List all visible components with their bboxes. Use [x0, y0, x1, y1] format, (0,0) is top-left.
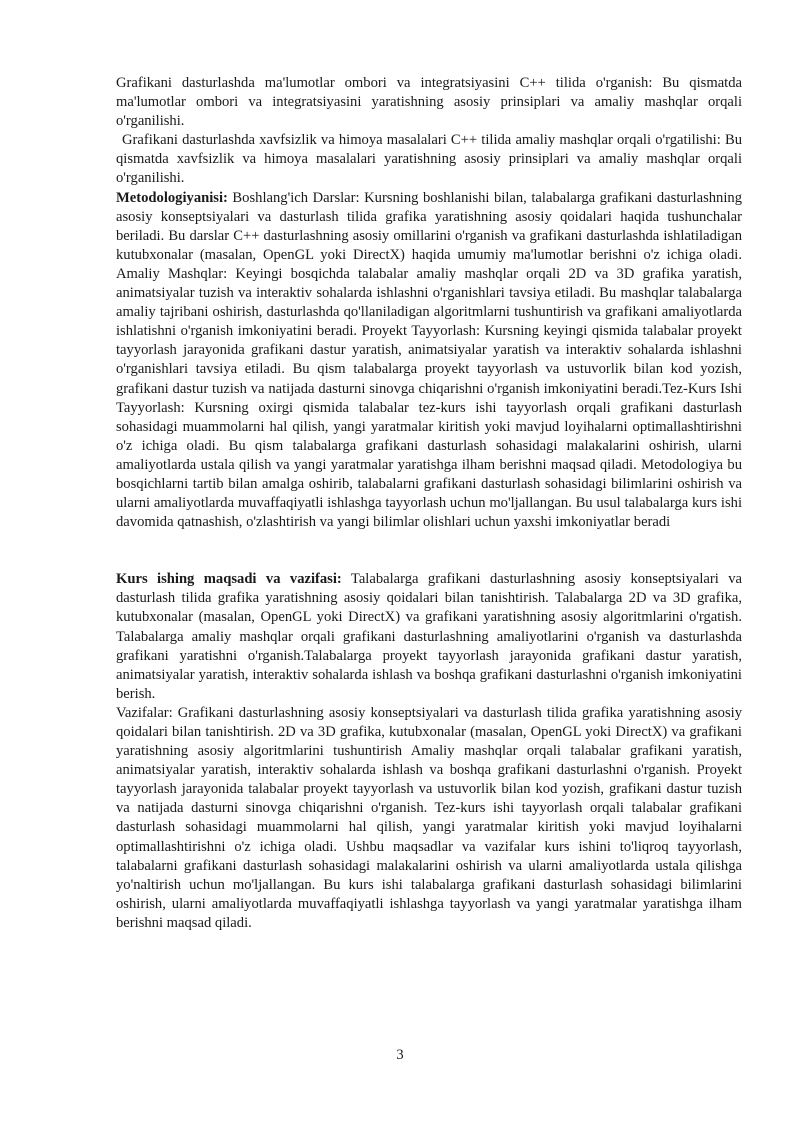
paragraph-text: Boshlang'ich Darslar: Kursning boshlanishi bilan, talabalarga grafikani dasturlashning asosiy konseptsiyalari va dasturlash tilida grafika yaratishning asosiy qoidalari haqida tushunchalar beriladi. Bu darslar C++ dasturlashning asosiy omillarini o'rganish va grafikani dasturlashda ishlatiladigan kutubxonalar (masalan, OpenGL yoki DirectX) haqida umumiy ma'lumotlar berishni o'z ichiga oladi. Amaliy Mashqlar: Keyingi bosqichda talabalar amaliy mashqlar orqali 2D va 3D grafika yaratish, animatsiyalar tuzish va interaktiv sohalarda ishlashni o'rganishlari tavsiya etiladi. Bu mashqlar talabalarga amaliy tajribani oshirish, dasturlashda qo'llaniladigan algoritmlarni tushuntirish va grafikani amaliyotlarda ishlatishni o'rganish imkoniyatini beradi. Proyekt Tayyorlash: Kursning keyingi qismida talabalar proyekt tayyorlash jarayonida grafikani dastur yaratish, animatsiyalar yaratish va interaktiv sohalarda ishlashni o'rganishlari tavsiya etiladi. Bu qism talabalarga proyekt tayyorlash va ustuvorlik bilan kod yozish, grafikani dastur tuzish va natijada dasturni sinovga chiqarishni o'rganish imkoniyatini beradi.Tez-Kurs Ishi Tayyorlash: Kursning oxirgi qismida talabalar tez-kurs ishi tayyorlash orqali grafikani dasturlash sohasidagi muammolarni hal qilish, yangi yaratmalar kiritish yoki mavjud loyihalarni optimallashtirishni o'z ichiga oladi. Bu qism talabalarga grafikani dasturlash sohasidagi malakalarini oshirish, ularni amaliyotlarda ustala qilish va yangi yaratmalar yaratishga ilham berishni maqsad qiladi. Metodologiya bu bosqichlarni tartib bilan amalga oshirib, talabalarni grafikani dasturlash sohasidagi bilimlarini oshirish va ularni amaliyotlarda muvaffaqiyatli ishlashga tayyorlash uchun mo'ljallangan. Bu usul talabalarga kurs ishi davomida qatnashish, o'zlashtirish va yangi bilimlar olishlari uchun yaxshi imkoniyatlar beradi [116, 189, 742, 531]
paragraph-text: Grafikani dasturlashda ma'lumotlar ombori va integratsiyasini C++ tilida o'rganish: Bu qismatda ma'lumotlar ombori va integratsiyasini yaratishning asosiy prinsiplari va amaliy mashqlar orqali o'rganilishi. [116, 75, 742, 130]
paragraph-text: Vazifalar: Grafikani dasturlashning asosiy konseptsiyalari va dasturlash tilida grafika yaratishning asosiy qoidalari bilan tanishtirish. 2D va 3D grafika, kutubxonalar (masalan, OpenGL yoki DirectX) va grafikani yaratishning asosiy algoritmlarini tushuntirish Amaliy mashqlar orqali talabalar grafikani yaratish, animatsiyalar yaratish, interaktiv sohalarda ishlash va boshqa grafikani dasturlashni o'rganish. Proyekt tayyorlash jarayonida talabalar proyekt tayyorlash va ustuvorlik bilan kod yozish, grafikani dastur tuzish va natijada dasturni sinovga chiqarishni o'rganish. Tez-kurs ishi tayyorlash orqali talabalar grafikani dasturlash sohasidagi muammolarni hal qilish, yangi yaratmalar kiritish yoki mavjud loyihalarni optimallashtirishni o'z ichiga oladi. Ushbu maqsadlar va vazifalar kurs ishini to'liqroq tayyorlash, talabalarni grafikani dasturlash sohasidagi malakalarini oshirish va ularni amaliyotlarda ustala qilishga yo'naltirish uchun mo'ljallangan. Bu kurs ishi talabalarga grafikani dasturlash sohasidagi bilimlarini oshirish, ularni amaliyotlarda muvaffaqiyatli ishlashga tayyorlash va yangi yaratmalar yaratishga ilham berishni maqsad qiladi. [116, 704, 742, 931]
paragraph-security [116, 131, 742, 188]
paragraph-tasks [116, 704, 742, 933]
goals-heading: Kurs ishing maqsadi va vazifasi: [116, 571, 342, 588]
document-page-body [116, 74, 742, 933]
paragraph-database-integration [116, 74, 742, 131]
methodology-heading: Metodologiyanisi: [116, 189, 228, 206]
paragraph-methodology [116, 189, 742, 533]
page-number: 3 [396, 1047, 404, 1063]
paragraph-text: Grafikani dasturlashda xavfsizlik va himoya masalalari C++ tilida amaliy mashqlar orqali o'rgatilishi: Bu qismatda xavfsizlik va himoya masalalari yaratishning asosiy prinsiplari va amaliy mashqlar orqali o'rganilishi. [116, 132, 742, 187]
paragraph-goals [116, 570, 742, 704]
paragraph-spacer [116, 532, 742, 570]
paragraph-text: Talabalarga grafikani dasturlashning asosiy konseptsiyalari va dasturlash tilida grafika yaratishning asosiy qoidalari bilan tanishtirish. Talabalarga 2D va 3D grafika, kutubxonalar (masalan, OpenGL yoki DirectX) va grafikani yaratishning asosiy algoritmlarini o'rgatish. Talabalarga amaliy mashqlar orqali grafikani dasturlashning amaliyotlarini o'rganish va dasturlashda grafikani yaratishni o'rganish.Talabalarga proyekt tayyorlash jarayonida grafikani dastur yaratish, animatsiyalar yaratish, interaktiv sohalarda ishlash va boshqa grafikani dasturlashni o'rganish imkoniyatini berish. [116, 571, 742, 702]
